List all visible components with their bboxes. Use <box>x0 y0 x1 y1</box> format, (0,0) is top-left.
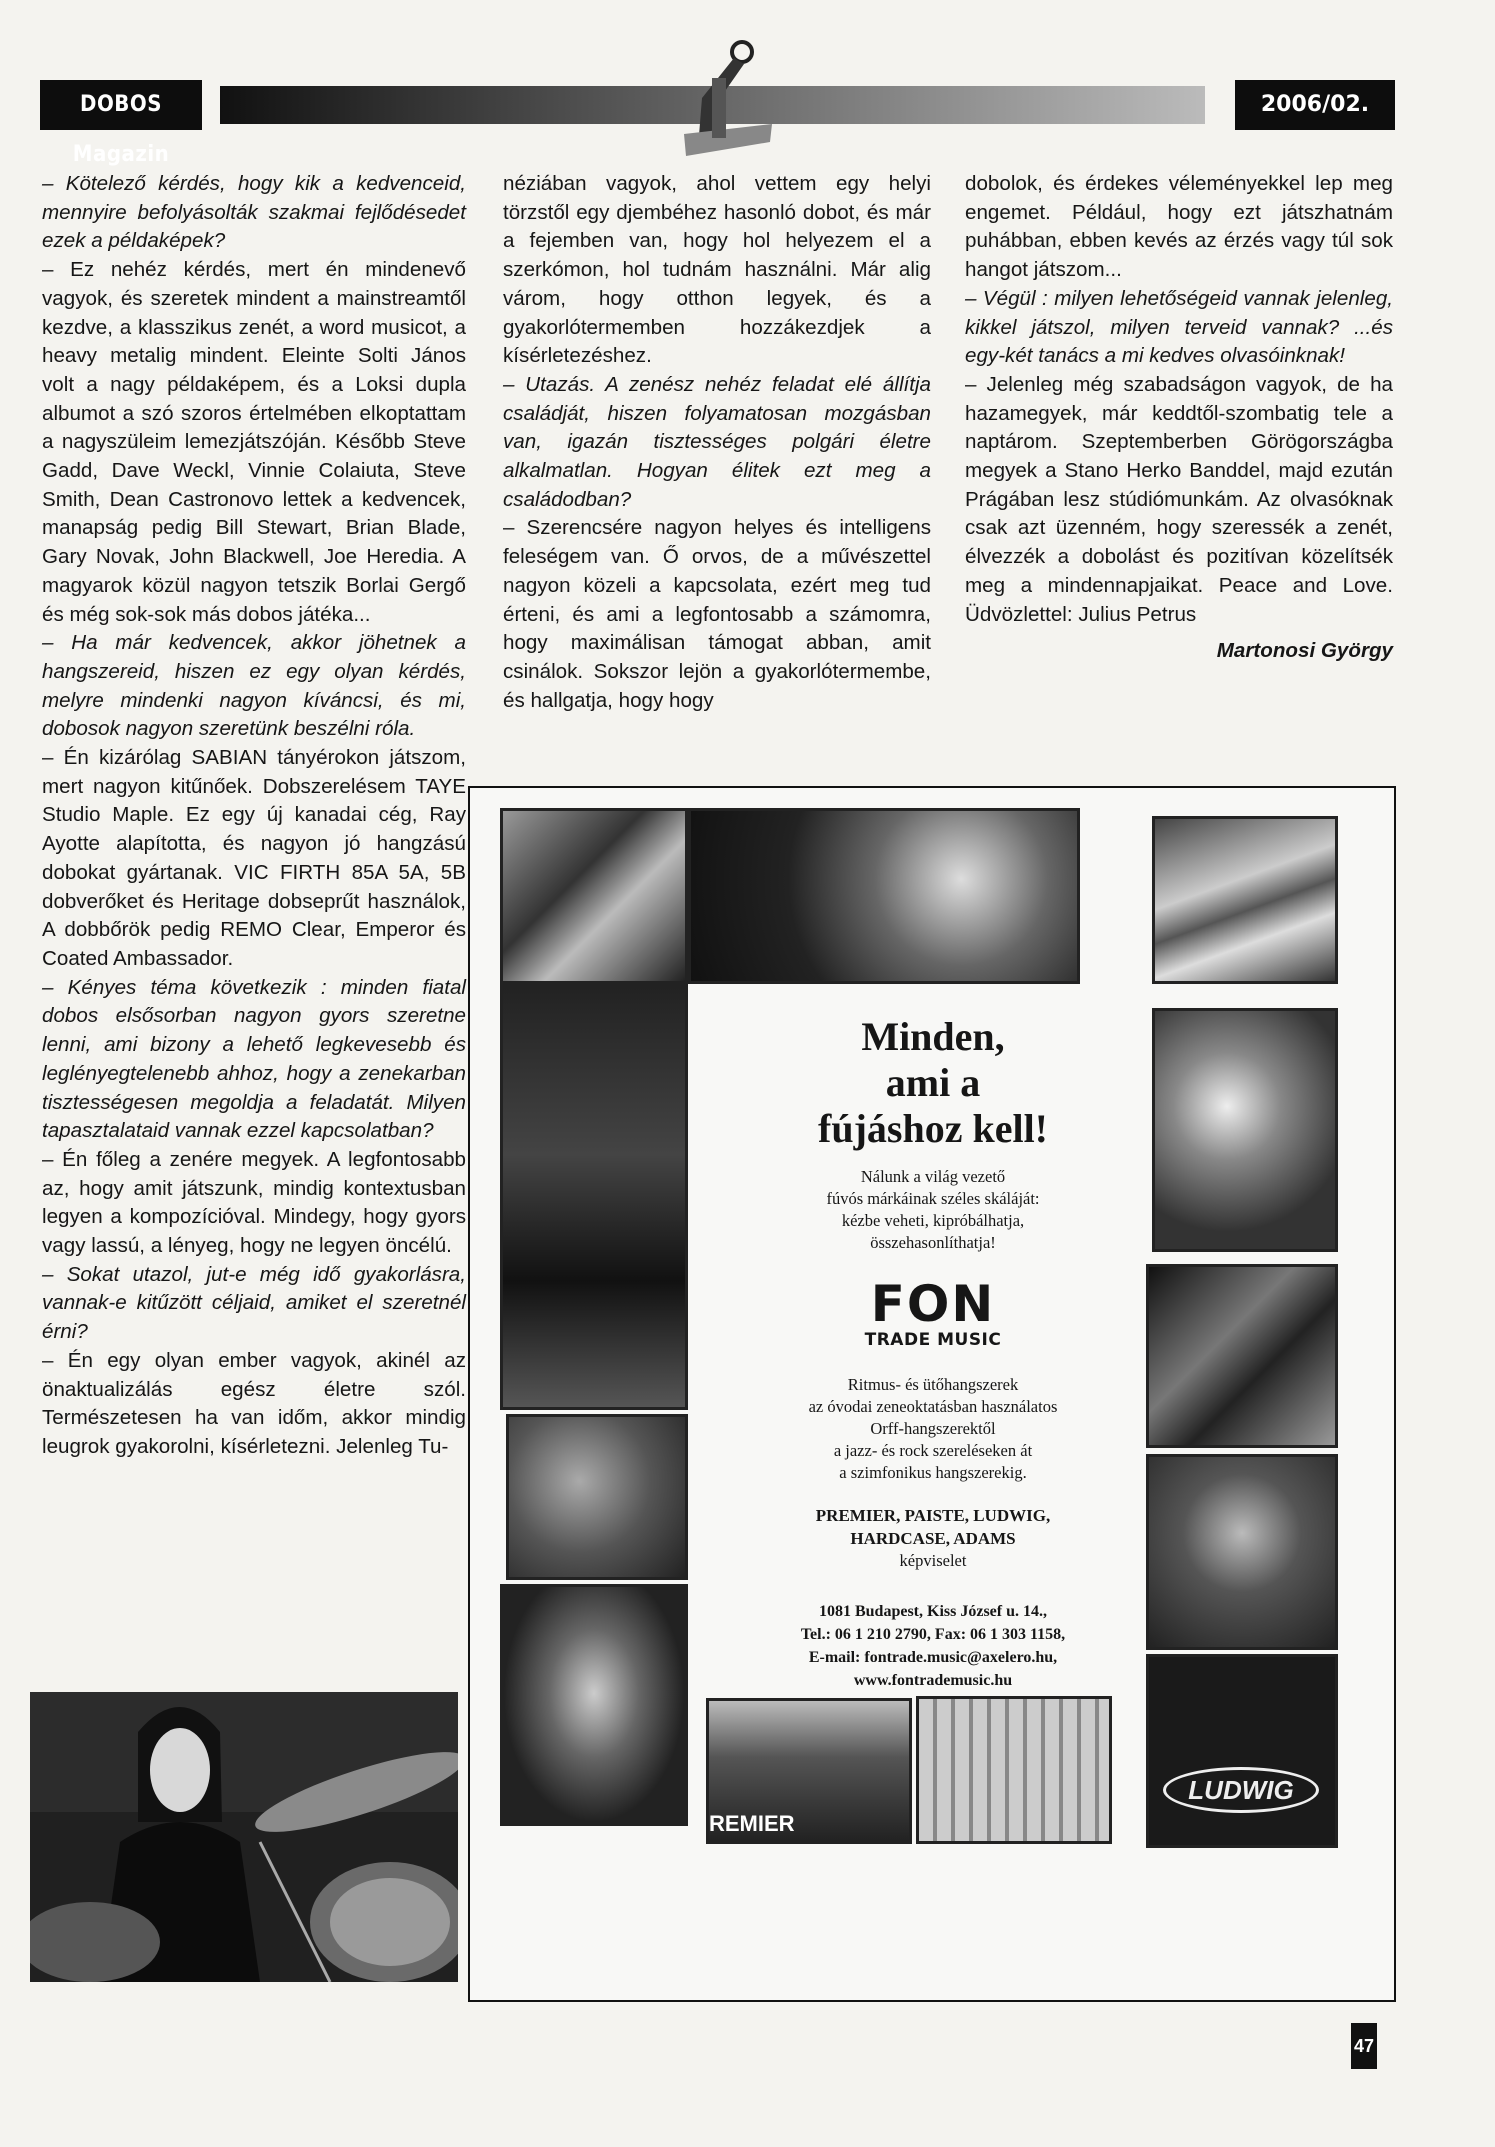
interview-question: – Végül : milyen lehetőségeid vannak jelenleg, kikkel játszol, milyen terveid vannak? ...és egy-két tanács a mi kedves olvasóinknak! <box>965 286 1393 368</box>
ad-address: 1081 Budapest, Kiss József u. 14., <box>818 1603 1048 1620</box>
ad-brands-note: képviselet <box>899 1551 967 1570</box>
drum-pedal-icon <box>672 38 782 168</box>
ad-headline-1: Minden, <box>861 1014 1005 1059</box>
drummer-photo <box>30 1692 458 1982</box>
fontrade-logo-sub: TRADE MUSIC <box>864 1330 1002 1350</box>
cymbals-photo <box>500 1584 688 1826</box>
interview-answer: néziában vagyok, ahol vettem egy helyi törzstől egy djembéhez hasonló dobot, és már a fejemben van, hogy hol helyezem el a szerkómon, hol tudnám használni. Már alig várom, hogy otthon legyek, és a gyakorlótermemben hozzákezdjek a kísérletezéshez. <box>503 172 931 368</box>
ad-website[interactable]: www.fontrademusic.hu <box>853 1672 1013 1689</box>
article-column-2 <box>503 170 931 715</box>
ad-products-1: Ritmus- és ütőhangszerek <box>847 1375 1019 1394</box>
ad-intro-4: összehasonlíthatja! <box>870 1233 996 1252</box>
interview-answer: – Jelenleg még szabadságon vagyok, de ha hazamegyek, már keddtől-szombatig tele a naptárom. Szeptemberben Görögországba megyek a Stano Herko Banddel, majd ezután Prágában lesz stúdiómunkám. Az olvasóknak csak azt üzenném, hogy szeressék a zenét, élvezzék a dobolást és pozitívan közelítsék meg a mindennapjaikat. Peace and Love. Üdvözlettel: Julius Petrus <box>965 372 1393 626</box>
ad-brands-2: HARDCASE, ADAMS <box>850 1529 1016 1548</box>
issue-number: 2006/02. <box>1235 80 1395 130</box>
fontrade-advertisement <box>468 786 1396 2002</box>
article-column-1 <box>42 170 466 1462</box>
ad-intro-2: fúvós márkáinak széles skáláját: <box>826 1189 1040 1208</box>
fontrade-logo <box>858 1275 1008 1350</box>
premier-drums-photo <box>706 1698 912 1844</box>
ludwig-drum-photo <box>1146 1654 1338 1848</box>
tambourine-maracas-photo <box>506 1414 688 1580</box>
mallets-photo <box>1146 1454 1338 1650</box>
interview-question: – Sokat utazol, jut-e még idő gyakorlásra, vannak-e kitűzött céljaid, amiket el szeretnél érni? <box>42 1262 466 1344</box>
interview-question: – Ha már kedvencek, akkor jöhetnek a hangszereid, hiszen ez egy olyan kérdés, melyre mindenki nagyon kíváncsi, és mi, dobosok nagyon szeretünk beszélni róla. <box>42 631 466 741</box>
ad-products-3: Orff-hangszerektől <box>870 1419 996 1438</box>
interview-answer: – Ez nehéz kérdés, mert én mindenevő vagyok, és szeretek mindent a mainstreamtől kezdve, a klasszikus zenét, a word musicot, a heavy metalig mindent. Eleinte Solti János volt a nagy példaképem, és a Loksi dupla albumot a szó szoros értelmében elkoptattam a nagyszüleim lemezjátszóján. Később Steve Gadd, Dave Weckl, Vinnie Colaiuta, Steve Smith, Dean Castronovo lettek a kedvencek, manapság pedig Bill Stewart, Brian Blade, Gary Novak, John Blackwell, Joe Heredia. A magyarok közül nagyon tetszik Borlai Gergő és még sok-sok más dobos játéka... <box>42 258 466 626</box>
ad-intro-1: Nálunk a világ vezető <box>860 1167 1006 1186</box>
article-author: Martonosi György <box>1216 639 1393 663</box>
ad-phone: Tel.: 06 1 210 2790, Fax: 06 1 303 1158, <box>800 1626 1066 1643</box>
ad-headline-3: fújáshoz kell! <box>818 1106 1048 1151</box>
interview-answer: – Én főleg a zenére megyek. A legfontosabb az, hogy amit játszunk, mindig kontextusban legyen a kompozícióval. Mindegy, hogy gyors vagy lassú, a lényeg, hogy ne legyen öncélú. <box>42 1147 466 1258</box>
flute-photo <box>1152 816 1338 984</box>
ad-intro-3: kézbe veheti, kipróbálhatja, <box>841 1211 1025 1230</box>
drummer-photo-image <box>30 1692 458 1982</box>
ad-products-4: a jazz- és rock szereléseken át <box>833 1441 1033 1460</box>
interview-question: – Kötelező kérdés, hogy kik a kedvenceid, mennyire befolyásolták szakmai fejlődésedet ezek a példaképek? <box>42 172 466 253</box>
interview-answer: – Én kizárólag SABIAN tányérokon játszom, mert nagyon kitűnőek. Dobszerelésem TAYE Studio Maple. Ez egy új kanadai cég, Ray Ayotte alapította, és nagyon jó hangzású dobokat gyártanak. VIC FIRTH 85A 5A, 5B dobverőket és Heritage dobseprűt használok, A dobbőrök pedig REMO Clear, Emperor és Coated Ambassador. <box>42 746 466 970</box>
ad-brands-1: PREMIER, PAISTE, LUDWIG, <box>815 1506 1051 1525</box>
ad-products-2: az óvodai zeneoktatásban használatos <box>808 1397 1058 1416</box>
drum-hardware-photo <box>1146 1264 1338 1448</box>
saxophone-keys-photo <box>500 808 688 984</box>
interview-answer: – Szerencsére nagyon helyes és intelligens feleségem van. Ő orvos, de a művészettel nagyon közeli a kapcsolata, ezért meg tud érteni, és ami a legfontosabb a számomra, hogy maximálisan támogat abban, amit csinálok. Sokszor lejön a gyakorlótermembe, és hallgatja, hogy hogy <box>503 516 931 712</box>
saxophone-engraving-photo <box>500 984 688 1410</box>
page-number: 47 <box>1351 2023 1377 2069</box>
ludwig-logo: LUDWIG <box>1163 1767 1319 1813</box>
magazine-title: DOBOS Magazin <box>40 80 202 130</box>
ad-email[interactable]: E-mail: fontrade.music@axelero.hu, <box>808 1649 1058 1666</box>
interview-question: – Utazás. A zenész nehéz feladat elé állítja családját, hiszen folyamatosan mozgásban van, igazán tisztességes polgári életre alkalmatlan. Hogyan élitek ezt meg a családodban? <box>503 372 931 511</box>
article-column-3 <box>965 170 1393 666</box>
ad-text-block <box>728 1014 1138 1692</box>
interview-answer: dobolok, és érdekes véleményekkel lep meg engemet. Például, hogy ezt játszhatnám puhábban, ebben kevés az érzés vagy túl sok hangot játszom... <box>965 172 1393 282</box>
ad-headline-2: ami a <box>885 1060 981 1105</box>
trumpet-photo <box>1152 1008 1338 1252</box>
fontrade-logo-main: FON <box>870 1275 996 1333</box>
xylophone-photo <box>916 1696 1112 1844</box>
ad-products-5: a szimfonikus hangszerekig. <box>839 1463 1027 1482</box>
interview-question: – Kényes téma következik : minden fiatal dobos elsősorban nagyon gyors szeretne lenni, ami bizony a lehető legkevesebb és leglényegtelenebb ahhoz, hogy a zenekarban tisztességesen megoldja a feladatát. Milyen tapasztalataid vannak ezzel kapcsolatban? <box>42 975 466 1143</box>
premier-logo: REMIER <box>709 1811 795 1836</box>
saxophone-bell-photo <box>688 808 1080 984</box>
interview-answer: – Én egy olyan ember vagyok, akinél az önaktualizálás egész életre szól. Természetesen ha van időm, akkor mindig leugrok gyakorolni, kísérletezni. Jelenleg Tu- <box>42 1348 466 1458</box>
